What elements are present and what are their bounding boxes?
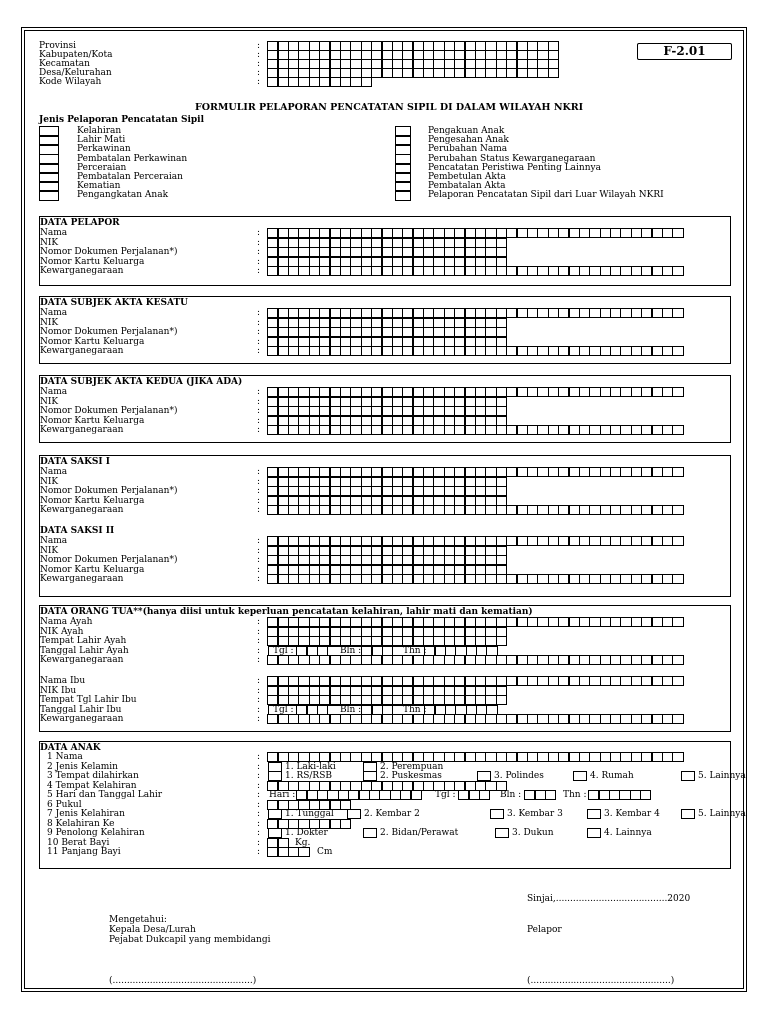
field-boxes[interactable] [268,574,684,584]
thn-label: Thn : [563,790,587,800]
char-cell[interactable] [672,346,683,356]
field-label: Nama [40,387,68,397]
cm-label: Cm [317,847,333,857]
pukul-boxes[interactable] [268,800,351,810]
jenis-option-label: Lahir Mati [77,135,126,146]
char-cell[interactable] [672,505,683,515]
colon: : [257,704,261,715]
bln-boxes[interactable] [362,646,393,656]
char-cell[interactable] [382,705,393,715]
jenis-kembar2-label: 2. Kembar 2 [364,809,420,819]
field-boxes[interactable] [268,486,507,496]
char-cell[interactable] [496,416,507,426]
parent-field-boxes[interactable] [268,617,684,627]
header-field-label: Kecamatan [39,59,90,69]
colon: : [257,327,261,337]
char-cell[interactable] [476,705,487,715]
field-boxes[interactable] [268,247,507,257]
char-cell[interactable] [496,781,507,791]
tempat-lainnya-checkbox[interactable] [681,771,695,781]
kelahiran-ke-boxes[interactable] [268,819,351,829]
field-label: NIK [40,396,59,407]
header-field-label: Desa/Kelurahan [39,68,112,78]
char-cell[interactable] [672,425,683,435]
char-cell[interactable] [672,617,683,627]
char-cell[interactable] [548,68,559,78]
anak-field-label: 1 Nama [47,752,83,762]
field-label: Kewarganegaraan [40,266,124,276]
field-boxes[interactable] [268,327,507,337]
field-boxes[interactable] [268,397,507,407]
anak-field-label: 2 Jenis Kelamin [47,761,118,772]
anak-field-label: 9 Penolong Kelahiran [47,828,145,838]
place-date-field[interactable]: Sinjai,.......................................2020 [527,894,691,904]
penolong-dokter-label: 1. Dokter [285,828,328,838]
field-boxes[interactable] [268,238,507,248]
char-cell[interactable] [496,406,507,416]
field-boxes[interactable] [268,266,684,276]
field-label: Kewarganegaraan [40,574,124,584]
char-cell[interactable] [672,467,683,477]
field-label: Nama [40,467,68,477]
penolong-bidan-label: 2. Bidan/Perawat [380,828,459,838]
colon: : [257,495,261,506]
jenis-option-label: Perkawinan [77,144,131,155]
char-cell[interactable] [672,752,683,762]
penolong-lainnya-label: 4. Lainnya [604,828,652,838]
penolong-dukun-checkbox[interactable] [495,828,509,838]
jenis-heading: Jenis Pelaporan Pencatatan Sipil [39,115,205,125]
char-cell[interactable] [298,847,309,857]
bln-label: Bln : [340,704,362,715]
field-label: Nomor Dokumen Perjalanan*) [40,327,178,337]
tempat-rs-label: 1. RS/RSB [285,771,332,781]
jenis-kembar3-label: 3. Kembar 3 [507,809,563,819]
parent-field-label: Nama Ayah [40,617,93,627]
colon: : [257,771,261,781]
parent-field-boxes[interactable] [268,636,507,646]
bln-label: Bln : [500,790,522,800]
char-cell[interactable] [317,646,328,656]
parent-field-boxes[interactable] [268,676,684,686]
field-boxes[interactable] [268,565,507,575]
jk-perempuan-checkbox[interactable] [363,762,377,772]
thn-label: Thn : [403,704,427,715]
colon: : [257,346,261,356]
tempat-kelahiran-boxes[interactable] [268,781,507,791]
field-label: Nomor Kartu Keluarga [40,495,145,506]
colon: : [257,847,261,857]
char-cell[interactable] [278,838,289,848]
colon: : [257,837,261,848]
field-label: NIK [40,317,59,328]
anak-field-label: 7 Jenis Kelahiran [47,809,125,819]
colon: : [257,256,261,267]
field-boxes[interactable] [268,387,684,397]
bln-boxes[interactable] [362,705,393,715]
parent-field-boxes[interactable] [268,627,507,637]
parent-field-boxes[interactable] [268,695,507,705]
tgl-label: Tgl : [435,790,456,800]
colon: : [257,545,261,556]
anak-field-label: 10 Berat Bayi [47,837,110,848]
field-label: Nama [40,308,68,318]
tempat-rumah-label: 4. Rumah [590,771,634,781]
field-label: Nomor Dokumen Perjalanan*) [40,486,178,496]
char-cell[interactable] [317,705,328,715]
field-boxes[interactable] [268,425,684,435]
parent-field-label: Kewarganegaraan [40,655,124,665]
colon: : [257,505,261,515]
field-boxes[interactable] [268,555,507,565]
field-boxes[interactable] [268,318,507,328]
colon: : [257,59,261,69]
field-label: Kewarganegaraan [40,505,124,515]
field-label: Nama [40,536,68,546]
field-label: Nomor Dokumen Perjalanan*) [40,247,178,257]
form-page [21,27,747,992]
char-cell[interactable] [672,536,683,546]
char-cell[interactable] [496,397,507,407]
subjek2-heading: DATA SUBJEK AKTA KEDUA (JIKA ADA) [40,377,243,387]
berat-boxes[interactable] [268,838,289,848]
header-field-label: Kabupaten/Kota [39,50,113,60]
colon: : [257,415,261,426]
jenis-option-label: Pengesahan Anak [428,135,509,146]
anak-field-label: 3 Tempat dilahirkan [47,771,139,781]
char-cell[interactable] [411,790,422,800]
thn-boxes[interactable] [425,705,487,715]
colon: : [257,574,261,584]
char-cell[interactable] [496,695,507,705]
tgl-boxes[interactable] [297,705,328,715]
colon: : [257,396,261,407]
colon: : [257,406,261,416]
anak-field-label: 11 Panjang Bayi [47,847,121,857]
char-cell[interactable] [672,574,683,584]
colon: : [257,336,261,347]
colon: : [257,752,261,762]
jenis-option-label: Pencatatan Peristiwa Penting Lainnya [428,162,601,173]
char-cell[interactable] [640,790,651,800]
tempat-polindes-label: 3. Polindes [494,771,544,781]
colon: : [257,714,261,724]
thn-boxes[interactable] [425,646,487,656]
tgl-boxes[interactable] [297,646,328,656]
char-cell[interactable] [672,676,683,686]
colon: : [257,237,261,248]
jenis-option-label: Pembatalan Perkawinan [77,153,188,164]
char-cell[interactable] [496,496,507,506]
jk-laki-label: 1. Laki-laki [285,761,336,772]
jenis-kembar4-label: 3. Kembar 4 [604,809,660,819]
anak-nama-boxes[interactable] [268,752,684,762]
jenis-lainnya-label: 5. Lainnya [698,809,746,819]
jk-laki-checkbox[interactable] [268,762,282,772]
pejabat-label: Pejabat Dukcapil yang membidangi [109,935,271,945]
jenis-tunggal-label: 1. Tunggal [285,809,334,819]
field-boxes[interactable] [268,346,684,356]
char-cell[interactable] [496,486,507,496]
field-label: Nomor Dokumen Perjalanan*) [40,406,178,416]
penolong-lainnya-checkbox[interactable] [587,828,601,838]
hari-label: Hari : [269,790,296,800]
colon: : [257,655,261,665]
colon: : [257,425,261,435]
colon: : [257,317,261,328]
colon: : [257,828,261,838]
field-label: Nama [40,228,68,238]
jenis-option-label: Perceraian [77,162,127,173]
mengetahui-label: Mengetahui: [109,915,167,925]
jenis-option-label: Kelahiran [77,126,122,136]
tgl-label: Tgl : [273,645,294,656]
char-cell[interactable] [672,228,683,238]
parent-field-boxes[interactable] [268,655,684,665]
parent-field-label: Tempat Lahir Ayah [40,636,127,646]
tempat-puskesmas-checkbox[interactable] [363,771,377,781]
tempat-polindes-checkbox[interactable] [477,771,491,781]
jenis-checkbox[interactable] [395,190,411,201]
char-cell[interactable] [340,800,351,810]
pelapor-heading: DATA PELAPOR [40,218,120,228]
colon: : [257,50,261,60]
tempat-puskesmas-label: 2. Puskesmas [380,771,442,781]
char-cell[interactable] [672,266,683,276]
char-cell[interactable] [672,714,683,724]
field-label: Nomor Kartu Keluarga [40,415,145,426]
penolong-bidan-checkbox[interactable] [363,828,377,838]
field-label: Nomor Kartu Keluarga [40,564,145,575]
field-boxes[interactable] [268,467,684,477]
char-cell[interactable] [496,477,507,487]
field-label: NIK [40,476,59,487]
jenis-option-label: Pelaporan Pencatatan Sipil dari Luar Wilayah NKRI [428,190,664,201]
penolong-dukun-label: 3. Dukun [512,828,554,838]
colon: : [257,761,261,772]
jk-perempuan-label: 2. Perempuan [380,761,444,772]
jenis-tunggal-checkbox[interactable] [268,809,282,819]
tgl-boxes[interactable] [459,790,490,800]
char-cell[interactable] [496,546,507,556]
tempat-rumah-checkbox[interactable] [573,771,587,781]
parent-field-label: Kewarganegaraan [40,714,124,724]
header-field-label: Kode Wilayah [39,77,102,87]
tempat-rs-checkbox[interactable] [268,771,282,781]
field-label: NIK [40,237,59,248]
char-cell[interactable] [672,308,683,318]
colon: : [257,247,261,257]
char-cell[interactable] [340,819,351,829]
colon: : [257,676,261,686]
char-cell[interactable] [496,238,507,248]
char-cell[interactable] [672,387,683,397]
field-label: NIK [40,545,59,556]
thn-label: Thn : [403,645,427,656]
jenis-option-label: Kematian [77,181,121,192]
parent-field-label: NIK Ayah [40,626,84,637]
saksi1-heading: DATA SAKSI I [40,457,110,467]
jenis-kembar2-checkbox[interactable] [347,809,361,819]
colon: : [257,228,261,238]
colon: : [257,809,261,819]
colon: : [257,77,261,87]
field-boxes[interactable] [268,257,507,267]
char-cell[interactable] [361,77,372,87]
colon: : [257,68,261,78]
thn-boxes[interactable] [589,790,651,800]
field-boxes[interactable] [268,406,507,416]
anak-heading: DATA ANAK [40,743,101,753]
tempat-lainnya-label: 5. Lainnya [698,771,746,781]
jenis-option-label: Pengangkatan Anak [77,190,169,201]
signature-right-field[interactable]: (.................................................) [527,976,675,986]
hari-boxes[interactable] [297,790,422,800]
kg-label: Kg. [295,837,311,848]
field-boxes[interactable] [268,536,684,546]
form-title: FORMULIR PELAPORAN PENCATATAN SIPIL DI DALAM WILAYAH NKRI [195,102,584,113]
colon: : [257,486,261,496]
field-boxes[interactable] [268,337,507,347]
colon: : [257,41,261,51]
char-cell[interactable] [672,655,683,665]
char-cell[interactable] [479,790,490,800]
colon: : [257,387,261,397]
orang-tua-heading: DATA ORANG TUA**(hanya diisi untuk keperluan pencatatan kelahiran, lahir mati dan kematian) [40,607,533,617]
header-field-label: Provinsi [39,41,77,51]
parent-field-label: Tanggal Lahir Ibu [40,704,122,715]
jenis-kembar3-checkbox[interactable] [490,809,504,819]
colon: : [257,476,261,487]
anak-field-label: 6 Pukul [47,799,82,810]
char-cell[interactable] [496,257,507,267]
jenis-kembar4-checkbox[interactable] [587,809,601,819]
bln-boxes[interactable] [525,790,556,800]
anak-field-label: 5 Hari dan Tanggal Lahir [47,790,163,800]
colon: : [257,555,261,565]
panjang-boxes[interactable] [268,847,310,857]
field-boxes[interactable] [268,496,507,506]
char-cell[interactable] [476,646,487,656]
jenis-lainnya-checkbox[interactable] [681,809,695,819]
field-boxes[interactable] [268,477,507,487]
jenis-option-label: Perubahan Nama [428,144,508,155]
field-label: Kewarganegaraan [40,425,124,435]
colon: : [257,467,261,477]
colon: : [257,308,261,318]
char-cell[interactable] [496,337,507,347]
char-cell[interactable] [496,565,507,575]
char-cell[interactable] [496,318,507,328]
parent-field-label: NIK Ibu [40,685,77,696]
colon: : [257,790,261,800]
colon: : [257,780,261,791]
field-boxes[interactable] [268,546,507,556]
colon: : [257,685,261,696]
subjek1-heading: DATA SUBJEK AKTA KESATU [40,298,188,308]
char-cell[interactable] [382,646,393,656]
penolong-dokter-checkbox[interactable] [268,828,282,838]
colon: : [257,645,261,656]
field-label: Kewarganegaraan [40,346,124,356]
jenis-option-label: Perubahan Status Kewarganegaraan [428,153,596,164]
jenis-checkbox[interactable] [39,190,59,201]
jenis-option-label: Pembatalan Perceraian [77,172,183,182]
header-field-boxes[interactable] [268,77,372,87]
parent-field-boxes[interactable] [268,686,507,696]
jenis-option-label: Pengakuan Anak [428,126,505,136]
colon: : [257,818,261,829]
field-label: Nomor Kartu Keluarga [40,256,145,267]
colon: : [257,626,261,637]
colon: : [257,695,261,705]
char-cell[interactable] [496,555,507,565]
anak-field-label: 4 Tempat Kelahiran [47,780,137,791]
colon: : [257,617,261,627]
colon: : [257,636,261,646]
form-inner-border [24,30,744,989]
parent-field-label: Nama Ibu [40,676,86,686]
anak-field-label: 8 Kelahiran Ke [47,818,115,829]
field-label: Nomor Dokumen Perjalanan*) [40,555,178,565]
parent-field-label: Tempat Tgl Lahir Ibu [40,695,137,705]
pelapor-sign-label: Pelapor [527,925,562,935]
parent-field-boxes[interactable] [268,714,684,724]
char-cell[interactable] [545,790,556,800]
bln-label: Bln : [340,645,362,656]
saksi2-heading: DATA SAKSI II [40,526,115,536]
char-cell[interactable] [496,247,507,257]
field-boxes[interactable] [268,416,507,426]
colon: : [257,266,261,276]
field-boxes[interactable] [268,308,684,318]
colon: : [257,564,261,575]
signature-left-field[interactable]: (.................................................) [109,976,257,986]
jenis-option-label: Pembetulan Akta [428,172,506,182]
colon: : [257,799,261,810]
field-boxes[interactable] [268,228,684,238]
char-cell[interactable] [496,686,507,696]
char-cell[interactable] [496,327,507,337]
char-cell[interactable] [496,627,507,637]
field-label: Nomor Kartu Keluarga [40,336,145,347]
form-code: F-2.01 [637,43,732,60]
colon: : [257,536,261,546]
field-boxes[interactable] [268,505,684,515]
jenis-option-label: Pembatalan Akta [428,181,506,192]
char-cell[interactable] [496,636,507,646]
kepala-desa-label: Kepala Desa/Lurah [109,925,196,935]
parent-field-label: Tanggal Lahir Ayah [40,645,129,656]
tgl-label: Tgl : [273,704,294,715]
